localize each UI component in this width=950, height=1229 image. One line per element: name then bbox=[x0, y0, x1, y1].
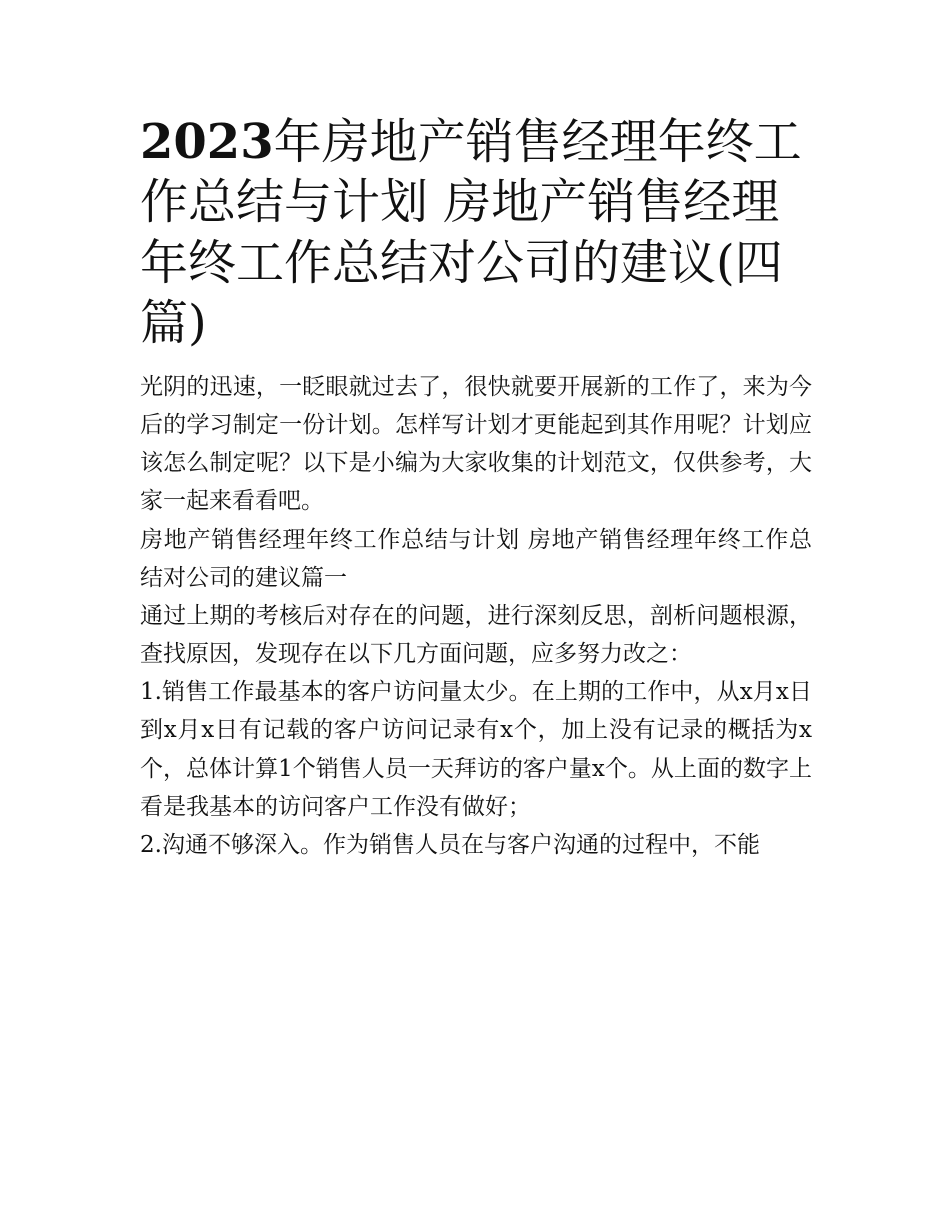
body-paragraph: 通过上期的考核后对存在的问题，进行深刻反思，剖析问题根源，查找原因，发现存在以下几方面问题，应多努力改之： bbox=[140, 602, 812, 668]
title-year: 2023 bbox=[140, 114, 274, 170]
list-item-2: 2.沟通不够深入。作为销售人员在与客户沟通的过程中，不能 bbox=[140, 831, 760, 858]
intro-paragraph: 光阴的迅速，一眨眼就过去了，很快就要开展新的工作了，来为今后的学习制定一份计划。怎样写计划才更能起到其作用呢？计划应该怎么制定呢？以下是小编为大家收集的计划范文，仅供参考，大家一起来看看吧。 bbox=[140, 373, 812, 515]
title-text: 年房地产销售经理年终工作总结与计划 房地产销售经理年终工作总结对公司的建议(四篇) bbox=[140, 114, 802, 352]
list-item-1: 1.销售工作最基本的客户访问量太少。在上期的工作中，从x月x日到x月x日有记载的客户访问记录有x个，加上没有记录的概括为x个，总体计算1个销售人员一天拜访的客户量x个。从上面的数字上看是我基本的访问客户工作没有做好； bbox=[140, 679, 812, 820]
document-page bbox=[140, 112, 812, 864]
section-heading: 房地产销售经理年终工作总结与计划 房地产销售经理年终工作总结对公司的建议篇一 bbox=[140, 526, 812, 591]
document-title bbox=[140, 112, 812, 354]
